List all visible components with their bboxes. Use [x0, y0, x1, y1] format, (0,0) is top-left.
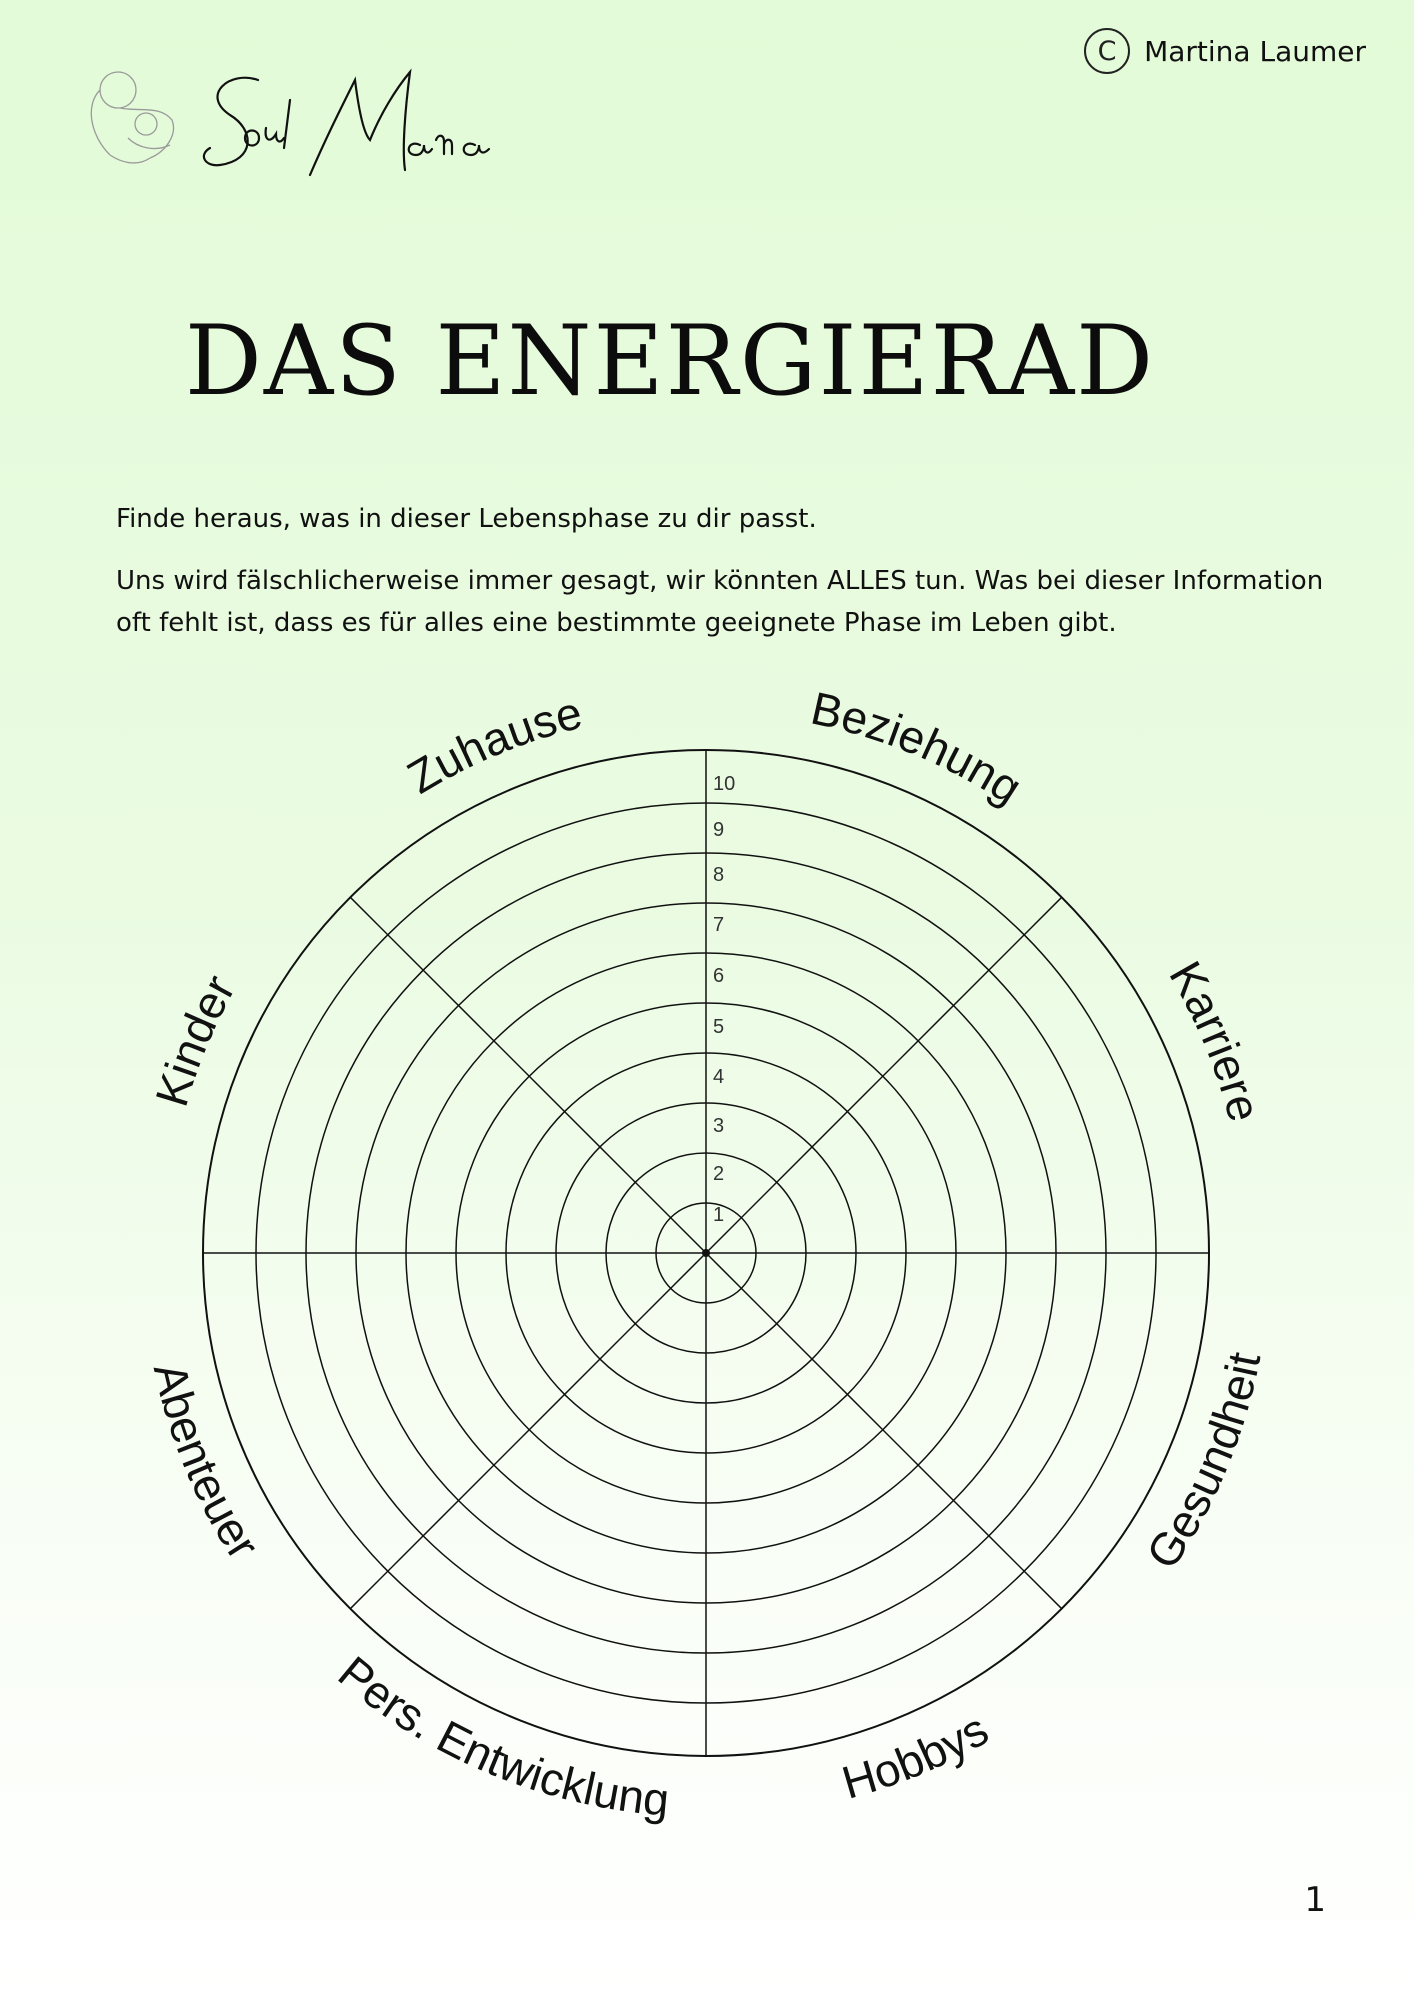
scale-label: 6: [713, 965, 725, 987]
page-number: 1: [1304, 1880, 1326, 1920]
scale-label: 8: [713, 864, 725, 886]
wheel-spoke: [706, 1253, 1062, 1609]
scale-label: 4: [713, 1066, 725, 1088]
wheel-spoke: [350, 897, 706, 1253]
page-title: DAS ENERGIERAD: [184, 305, 1156, 417]
scale-label: 9: [713, 819, 725, 841]
segment-label: Karriere: [1159, 952, 1272, 1127]
author-name: Martina Laumer: [1144, 34, 1366, 68]
segment-label: Abenteuer: [143, 1357, 270, 1568]
segment-label: Kinder: [145, 966, 245, 1113]
wheel-spoke: [350, 1253, 706, 1609]
copyright-icon: C: [1084, 28, 1130, 74]
segment-label: Hobbys: [836, 1702, 997, 1809]
wheel-spoke: [706, 897, 1062, 1253]
scale-label: 7: [713, 914, 725, 936]
scale-label: 10: [713, 773, 736, 795]
segment-label: Beziehung: [806, 681, 1032, 814]
intro-lead: Finde heraus, was in dieser Lebensphase zu dir passt.: [116, 504, 817, 534]
scale-label: 1: [713, 1204, 725, 1226]
wheel-center: [702, 1249, 710, 1257]
segment-label: Pers. Entwicklung: [328, 1645, 672, 1826]
intro-body: Uns wird fälschlicherweise immer gesagt, wir könnten ALLES tun. Was bei dieser Information oft fehlt ist, dass es für alles eine bestimmte geeignete Phase im Leben gibt.: [116, 566, 1324, 638]
scale-label: 2: [713, 1163, 725, 1185]
segment-label: Gesundheit: [1135, 1348, 1271, 1578]
scale-label: 3: [713, 1115, 725, 1137]
scale-label: 5: [713, 1016, 725, 1038]
segment-label: Zuhause: [398, 685, 587, 804]
